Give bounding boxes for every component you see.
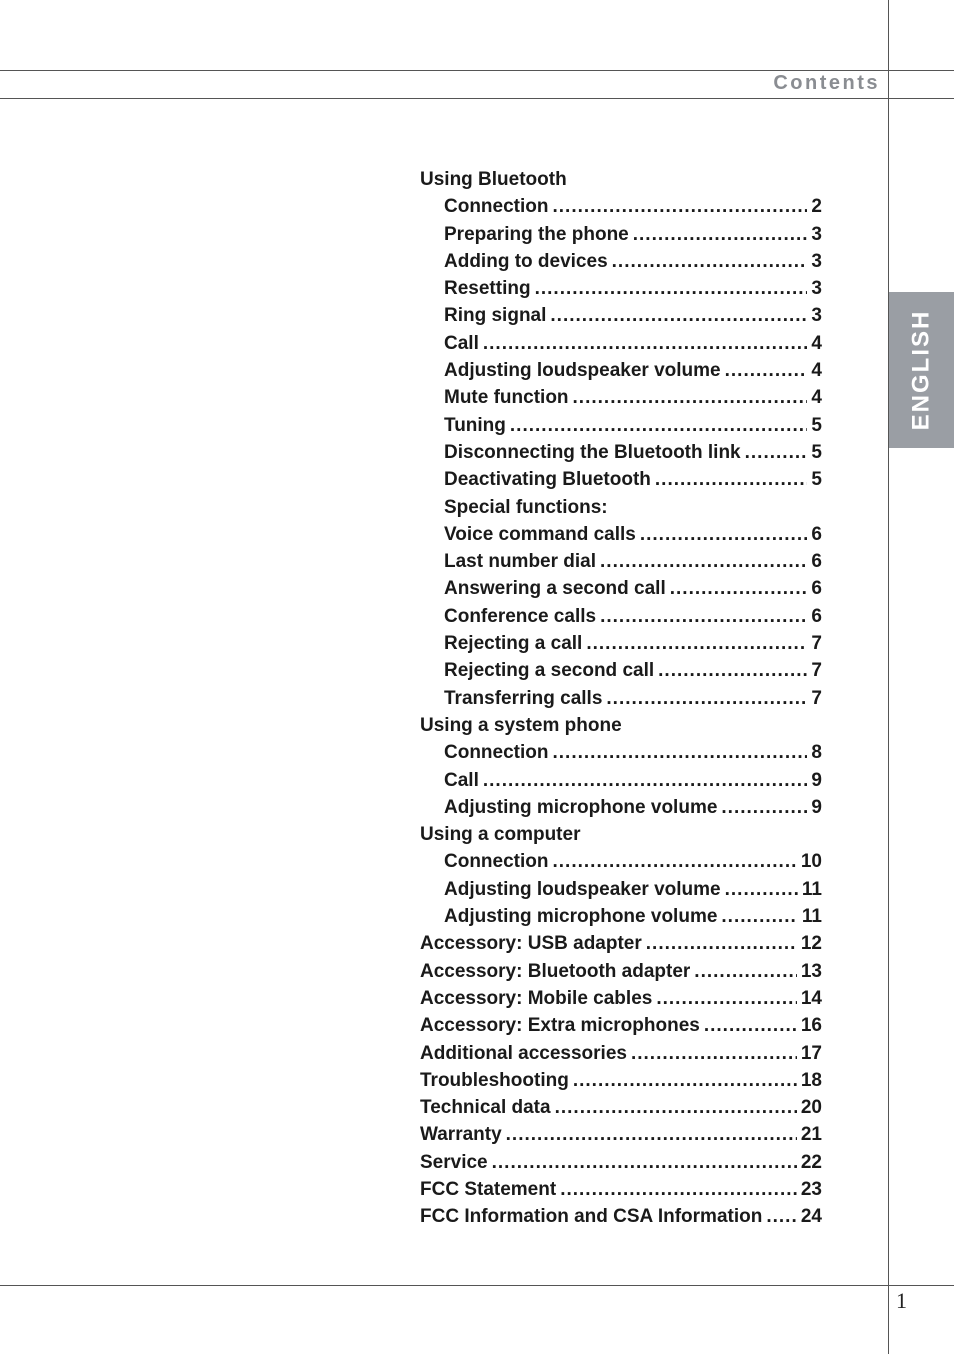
- toc-leader-dots: [612, 248, 808, 275]
- toc-entry: [420, 1149, 822, 1176]
- toc-entry-title: Connection: [444, 196, 549, 218]
- toc-entry: [420, 630, 822, 657]
- toc-entry-title: Disconnecting the Bluetooth link: [444, 441, 741, 463]
- toc-entry: [420, 330, 822, 357]
- toc-leader-dots: [606, 685, 807, 712]
- margin-rule: [888, 0, 889, 1354]
- toc-leader-dots: [766, 1203, 797, 1230]
- toc-entry: [420, 985, 822, 1012]
- toc-entry-page: 6: [811, 523, 822, 545]
- toc-leader-dots: [721, 794, 807, 821]
- toc-entry-page: 3: [811, 250, 822, 272]
- toc-entry-title: Call: [444, 332, 479, 354]
- toc-entry-title: Conference calls: [444, 605, 597, 627]
- toc-entry: [420, 1094, 822, 1121]
- toc-entry-title: Special functions:: [444, 496, 608, 518]
- toc-entry-title: Using a system phone: [420, 714, 622, 736]
- table-of-contents: [420, 166, 822, 1231]
- toc-entry-page: 4: [811, 332, 822, 354]
- toc-entry: [420, 494, 822, 521]
- toc-entry-page: 5: [811, 469, 822, 491]
- toc-leader-dots: [510, 412, 808, 439]
- toc-leader-dots: [658, 657, 807, 684]
- toc-entry: [420, 848, 822, 875]
- toc-entry-title: Adding to devices: [444, 250, 608, 272]
- toc-entry-page: 23: [800, 1178, 822, 1200]
- toc-entry-title: Troubleshooting: [420, 1069, 569, 1091]
- toc-entry: [420, 930, 822, 957]
- toc-entry-page: 5: [811, 441, 822, 463]
- toc-entry-page: 2: [811, 196, 822, 218]
- toc-entry-title: Deactivating Bluetooth: [444, 469, 651, 491]
- toc-leader-dots: [553, 848, 797, 875]
- toc-leader-dots: [553, 193, 808, 220]
- toc-entry: [420, 548, 822, 575]
- toc-entry-title: Accessory: Bluetooth adapter: [420, 960, 691, 982]
- toc-entry: [420, 166, 822, 193]
- toc-entry-title: Adjusting loudspeaker volume: [444, 878, 721, 900]
- toc-entry-page: 4: [811, 387, 822, 409]
- toc-entry-page: 14: [800, 987, 822, 1009]
- toc-leader-dots: [631, 1040, 797, 1067]
- toc-leader-dots: [586, 630, 807, 657]
- toc-entry-page: 21: [800, 1124, 822, 1146]
- toc-entry: [420, 712, 822, 739]
- toc-entry: [420, 439, 822, 466]
- toc-entry: [420, 193, 822, 220]
- toc-entry-page: 11: [801, 906, 822, 928]
- toc-leader-dots: [483, 767, 808, 794]
- toc-entry-page: 7: [811, 687, 822, 709]
- toc-leader-dots: [655, 466, 808, 493]
- toc-entry-title: Rejecting a call: [444, 633, 583, 655]
- toc-leader-dots: [725, 876, 798, 903]
- toc-entry-page: 13: [800, 960, 822, 982]
- toc-leader-dots: [535, 275, 808, 302]
- toc-entry: [420, 384, 822, 411]
- toc-entry-title: Adjusting microphone volume: [444, 906, 718, 928]
- toc-entry: [420, 685, 822, 712]
- toc-entry-title: Using Bluetooth: [420, 169, 567, 190]
- header-rule-top: [0, 70, 954, 71]
- toc-entry: [420, 1176, 822, 1203]
- toc-entry-title: Technical data: [420, 1097, 551, 1119]
- toc-entry-title: Voice command calls: [444, 523, 636, 545]
- toc-entry-title: FCC Statement: [420, 1178, 557, 1200]
- toc-leader-dots: [560, 1176, 797, 1203]
- toc-entry: [420, 958, 822, 985]
- toc-entry-title: Accessory: USB adapter: [420, 933, 642, 955]
- toc-entry-page: 3: [811, 223, 822, 245]
- toc-entry: [420, 903, 822, 930]
- toc-leader-dots: [573, 1067, 797, 1094]
- toc-entry-title: Last number dial: [444, 551, 597, 573]
- toc-entry: [420, 466, 822, 493]
- toc-entry-page: 3: [811, 278, 822, 300]
- toc-entry: [420, 357, 822, 384]
- toc-entry: [420, 248, 822, 275]
- toc-entry-page: 12: [800, 933, 822, 955]
- toc-entry-page: 6: [811, 605, 822, 627]
- language-tab: [889, 292, 954, 448]
- toc-leader-dots: [553, 739, 808, 766]
- toc-leader-dots: [640, 521, 808, 548]
- toc-entry-page: 8: [811, 742, 822, 764]
- toc-entry-title: Warranty: [420, 1124, 502, 1146]
- toc-entry-page: 4: [811, 360, 822, 382]
- toc-entry-title: Connection: [444, 851, 549, 873]
- toc-entry-title: Accessory: Mobile cables: [420, 987, 653, 1009]
- toc-entry-title: Answering a second call: [444, 578, 666, 600]
- toc-leader-dots: [555, 1094, 797, 1121]
- page-header-title: Contents: [773, 72, 880, 94]
- toc-entry-page: 24: [800, 1206, 822, 1228]
- toc-leader-dots: [550, 302, 807, 329]
- toc-entry-page: 18: [800, 1069, 822, 1091]
- toc-leader-dots: [600, 548, 807, 575]
- toc-entry: [420, 821, 822, 848]
- toc-entry-page: 17: [800, 1042, 822, 1064]
- toc-entry-page: 20: [800, 1097, 822, 1119]
- toc-entry-title: Preparing the phone: [444, 223, 629, 245]
- toc-entry-title: Tuning: [444, 414, 506, 436]
- toc-entry: [420, 794, 822, 821]
- toc-leader-dots: [492, 1149, 797, 1176]
- toc-entry-page: 11: [801, 878, 822, 900]
- toc-entry-title: Connection: [444, 742, 549, 764]
- toc-leader-dots: [506, 1121, 797, 1148]
- toc-entry: [420, 275, 822, 302]
- toc-entry: [420, 739, 822, 766]
- toc-entry-title: Resetting: [444, 278, 531, 300]
- language-tab-label: ENGLISH: [907, 309, 935, 431]
- toc-leader-dots: [633, 221, 808, 248]
- toc-entry: [420, 876, 822, 903]
- toc-entry-page: 6: [811, 551, 822, 573]
- toc-entry: [420, 657, 822, 684]
- toc-entry: [420, 1040, 822, 1067]
- toc-entry-page: 5: [811, 414, 822, 436]
- toc-entry-title: Ring signal: [444, 305, 547, 327]
- toc-entry-title: Adjusting loudspeaker volume: [444, 360, 721, 382]
- toc-entry-title: Transferring calls: [444, 687, 603, 709]
- toc-leader-dots: [745, 439, 808, 466]
- footer-rule: [0, 1285, 954, 1286]
- toc-entry-title: Mute function: [444, 387, 569, 409]
- toc-entry-page: 7: [811, 660, 822, 682]
- toc-leader-dots: [483, 330, 808, 357]
- toc-entry: [420, 302, 822, 329]
- toc-entry-title: Service: [420, 1151, 488, 1173]
- toc-leader-dots: [656, 985, 797, 1012]
- toc-leader-dots: [670, 575, 808, 602]
- toc-entry-page: 16: [800, 1015, 822, 1037]
- toc-entry-page: 22: [800, 1151, 822, 1173]
- toc-entry: [420, 221, 822, 248]
- toc-entry-page: 9: [811, 796, 822, 818]
- toc-entry: [420, 603, 822, 630]
- toc-entry-title: FCC Information and CSA Information: [420, 1206, 763, 1228]
- toc-entry-page: 10: [800, 851, 822, 873]
- toc-entry-title: Additional accessories: [420, 1042, 627, 1064]
- toc-leader-dots: [600, 603, 807, 630]
- toc-entry-title: Call: [444, 769, 479, 791]
- toc-entry-title: Rejecting a second call: [444, 660, 655, 682]
- toc-entry: [420, 575, 822, 602]
- toc-entry-title: Accessory: Extra microphones: [420, 1015, 700, 1037]
- toc-leader-dots: [725, 357, 808, 384]
- toc-entry-title: Using a computer: [420, 824, 581, 846]
- page-number: 1: [896, 1288, 907, 1313]
- toc-leader-dots: [646, 930, 797, 957]
- toc-leader-dots: [704, 1012, 797, 1039]
- toc-leader-dots: [573, 384, 808, 411]
- toc-entry: [420, 767, 822, 794]
- toc-entry-page: 3: [811, 305, 822, 327]
- toc-entry-page: 6: [811, 578, 822, 600]
- toc-entry-page: 7: [811, 633, 822, 655]
- header-rule-bottom: [0, 98, 954, 99]
- toc-entry-page: 9: [811, 769, 822, 791]
- toc-entry: [420, 521, 822, 548]
- toc-entry: [420, 1067, 822, 1094]
- toc-entry-title: Adjusting microphone volume: [444, 796, 718, 818]
- toc-entry: [420, 1203, 822, 1230]
- toc-entry: [420, 412, 822, 439]
- toc-entry: [420, 1121, 822, 1148]
- toc-entry: [420, 1012, 822, 1039]
- toc-leader-dots: [721, 903, 798, 930]
- toc-leader-dots: [694, 958, 797, 985]
